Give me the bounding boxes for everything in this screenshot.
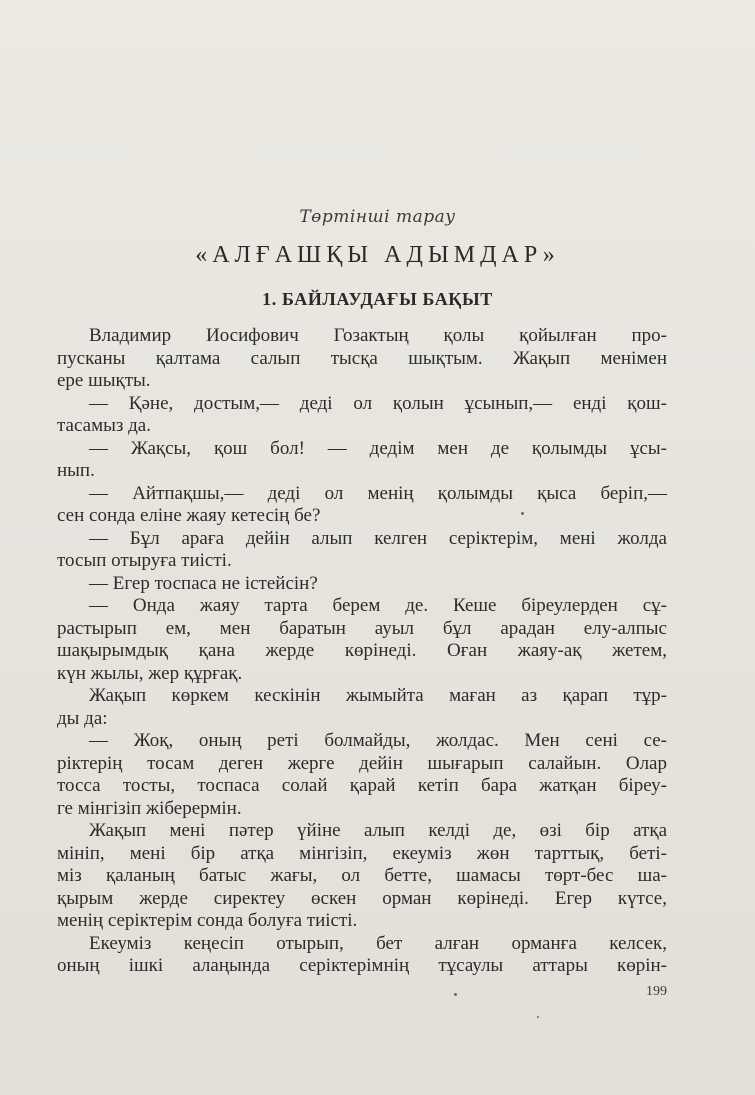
text-line: Жақып мені пәтер үйіне алып келді де, өзі бір атқа: [89, 820, 667, 841]
paper-speck: [521, 512, 524, 515]
text-line: сен сонда еліне жаяу кетесің бе?: [57, 505, 321, 526]
text-line: тосса тосты, тоспаса солай қарай кетіп бара жатқан біреу-: [57, 775, 667, 796]
text-line: — Қәне, достым,— деді ол қолын ұсынып,— енді қош-: [89, 392, 667, 414]
text-line: нып.: [57, 460, 95, 481]
paper-speck: [537, 1016, 539, 1018]
text-line: — Бұл араға дейін алып келген серіктерім, мені жолда: [89, 527, 667, 549]
text-line: — Онда жаяу тарта берем де. Кеше біреулерден сұ-: [89, 595, 667, 616]
paper-speck: [454, 993, 457, 996]
text-line: міз қаланың батыс жағы, ол бетте, шамасы төрт-бес ша-: [57, 865, 667, 886]
text-line: күн жылы, жер құрғақ.: [57, 662, 243, 684]
text-line: Жақып көркем кескінін жымыйта маған аз қарап тұр-: [89, 685, 667, 706]
text-line: ере шықты.: [57, 370, 151, 391]
text-line: растырып ем, мен баратын ауыл бұл арадан елу-алпыс: [57, 617, 667, 639]
text-line: оның ішкі алаңында серіктерімнің тұсаулы аттары көрін-: [57, 955, 667, 976]
text-line: шақырымдық қана жерде көрінеді. Оған жаяу-ақ жетем,: [57, 640, 667, 661]
body-text: [57, 325, 667, 978]
chapter-title: «АЛҒАШҚЫ АДЫМДАР»: [195, 242, 560, 268]
text-line: Владимир Иосифович Гозактың қолы қойылған про-: [89, 325, 667, 346]
text-line: ды да:: [57, 707, 108, 729]
text-line: тосып отыруға тиісті.: [57, 550, 232, 571]
text-line: — Жоқ, оның реті болмайды, жолдас. Мен сені се-: [89, 730, 667, 751]
text-line: Екеуміз кеңесіп отырып, бет алған орманға келсек,: [89, 932, 667, 954]
text-line: пусканы қалтама салып тысқа шықтым. Жақып менімен: [57, 347, 667, 369]
section-title: 1. БАЙЛАУДАҒЫ БАҚЫТ: [262, 289, 493, 309]
text-line: — Жақсы, қош бол! — дедім мен де қолымды ұсы-: [89, 437, 667, 459]
chapter-label: Төртінші тарау: [299, 207, 456, 227]
text-line: ріктерің тосам деген жерге дейін шығарып салайын. Олар: [57, 752, 667, 774]
text-line: менің серіктерім сонда болуға тиісті.: [57, 910, 358, 931]
text-line: — Егер тоспаса не істейсін?: [89, 572, 318, 594]
text-line: тасамыз да.: [57, 415, 151, 436]
page-number: 199: [646, 984, 667, 999]
text-line: ге мінгізіп жіберермін.: [57, 797, 242, 819]
text-line: мініп, мені бір атқа мінгізіп, екеуміз жөн тарттық, беті-: [57, 842, 667, 864]
text-line: — Айтпақшы,— деді ол менің қолымды қыса беріп,—: [89, 482, 667, 504]
text-line: қырым жерде сиректеу өскен орман көрінеді. Егер күтсе,: [57, 887, 667, 909]
